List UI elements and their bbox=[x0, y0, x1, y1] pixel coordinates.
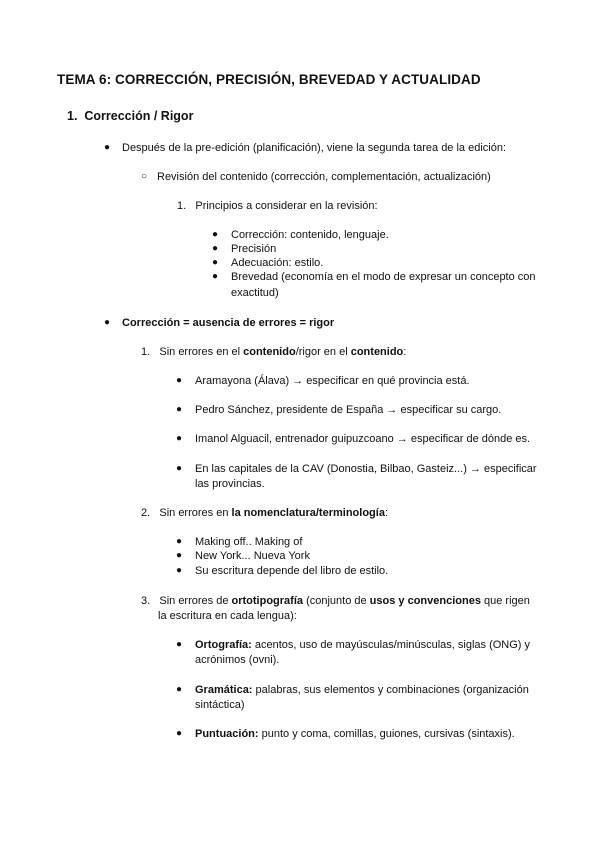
list-item: En las capitales de la CAV (Donostia, Bilbao, Gasteiz...) → especificar bbox=[195, 463, 537, 475]
item-number: 1. bbox=[141, 346, 151, 358]
bullet-icon: ● bbox=[176, 463, 183, 474]
bold-run: contenido bbox=[243, 346, 296, 358]
list-item: Pedro Sánchez, presidente de España → especificar su cargo. bbox=[195, 404, 502, 416]
bullet-icon: ● bbox=[176, 375, 183, 386]
list-item: New York... Nueva York bbox=[195, 550, 310, 562]
numbered-item-orthotypography bbox=[141, 594, 530, 608]
item-number: 1. bbox=[177, 200, 187, 212]
list-item-continuation: acrónimos (ovni). bbox=[195, 654, 280, 666]
list-item: Imanol Alguacil, entrenador guipuzcoano → especificar de dónde es. bbox=[195, 433, 531, 445]
text-run: punto y coma, comillas, guiones, cursivas (sintaxis). bbox=[258, 728, 515, 740]
bold-run: ortotipografía bbox=[231, 595, 304, 607]
section-heading bbox=[67, 109, 193, 123]
text-run: palabras, sus elementos y combinaciones (organización bbox=[252, 684, 529, 696]
text-run: Sin errores en el bbox=[159, 346, 244, 358]
list-item: Adecuación: estilo. bbox=[231, 257, 324, 269]
bold-run: Puntuación: bbox=[195, 728, 259, 740]
list-item: Aramayona (Álava) → especificar en qué provincia está. bbox=[195, 375, 470, 387]
bullet-icon: ● bbox=[212, 243, 219, 254]
circle-bullet-icon: ○ bbox=[141, 171, 148, 182]
bold-run: la nomenclatura/terminología bbox=[231, 507, 385, 519]
bullet-icon: ● bbox=[212, 257, 219, 268]
bold-run: usos y convenciones bbox=[369, 595, 481, 607]
numbered-item-continuation: la escritura en cada lengua): bbox=[158, 610, 297, 622]
section-number: 1. bbox=[67, 109, 78, 123]
bullet-icon: ● bbox=[176, 639, 183, 650]
bold-run: Ortografía: bbox=[195, 639, 252, 651]
list-item: Precisión bbox=[231, 243, 277, 255]
item-number: 3. bbox=[141, 595, 151, 607]
list-item-continuation: las provincias. bbox=[195, 478, 265, 490]
list-item bbox=[195, 683, 529, 697]
bullet-icon: ● bbox=[176, 404, 183, 415]
bullet-icon: ● bbox=[176, 550, 183, 561]
list-item bbox=[195, 727, 515, 741]
text-run: Sin errores en bbox=[159, 507, 232, 519]
text-run: (conjunto de bbox=[303, 595, 370, 607]
text-run: : bbox=[403, 346, 407, 358]
section-label: Corrección / Rigor bbox=[84, 109, 194, 123]
bullet-icon: ● bbox=[104, 317, 111, 328]
numbered-item-nomenclature bbox=[141, 506, 388, 520]
bullet-icon: ● bbox=[176, 728, 183, 739]
bold-run: Gramática: bbox=[195, 684, 253, 696]
list-item-bold: Corrección = ausencia de errores = rigor bbox=[122, 317, 335, 329]
bold-run: contenido bbox=[350, 346, 404, 358]
list-item-continuation: exactitud) bbox=[231, 287, 279, 299]
numbered-item-content bbox=[141, 345, 406, 359]
list-item: Brevedad (economía en el modo de expresar un concepto con bbox=[231, 271, 536, 283]
bullet-icon: ● bbox=[176, 536, 183, 547]
page-title: TEMA 6: CORRECCIÓN, PRECISIÓN, BREVEDAD Y ACTUALIDAD bbox=[57, 72, 481, 87]
bullet-icon: ● bbox=[176, 684, 183, 695]
bullet-icon: ● bbox=[104, 142, 111, 153]
numbered-item-principles bbox=[177, 199, 378, 213]
list-item-continuation: sintáctica) bbox=[195, 699, 245, 711]
list-item: Revisión del contenido (corrección, complementación, actualización) bbox=[157, 171, 491, 183]
text-run: Sin errores de bbox=[159, 595, 232, 607]
bullet-icon: ● bbox=[176, 433, 183, 444]
bullet-icon: ● bbox=[212, 271, 219, 282]
item-label: Principios a considerar en la revisión: bbox=[195, 200, 378, 212]
text-run: : bbox=[384, 507, 388, 519]
text-run: /rigor en el bbox=[295, 346, 351, 358]
list-item: Después de la pre-edición (planificación), viene la segunda tarea de la edición: bbox=[122, 142, 507, 154]
bullet-icon: ● bbox=[212, 229, 219, 240]
list-item: Su escritura depende del libro de estilo. bbox=[195, 565, 389, 577]
list-item: Making off.. Making of bbox=[195, 536, 303, 548]
list-item: Corrección: contenido, lenguaje. bbox=[231, 229, 389, 241]
bullet-icon: ● bbox=[176, 565, 183, 576]
text-run: acentos, uso de mayúsculas/minúsculas, siglas (ONG) y bbox=[251, 639, 531, 651]
list-item bbox=[195, 638, 530, 652]
text-run: que rigen bbox=[480, 595, 530, 607]
item-number: 2. bbox=[141, 507, 151, 519]
